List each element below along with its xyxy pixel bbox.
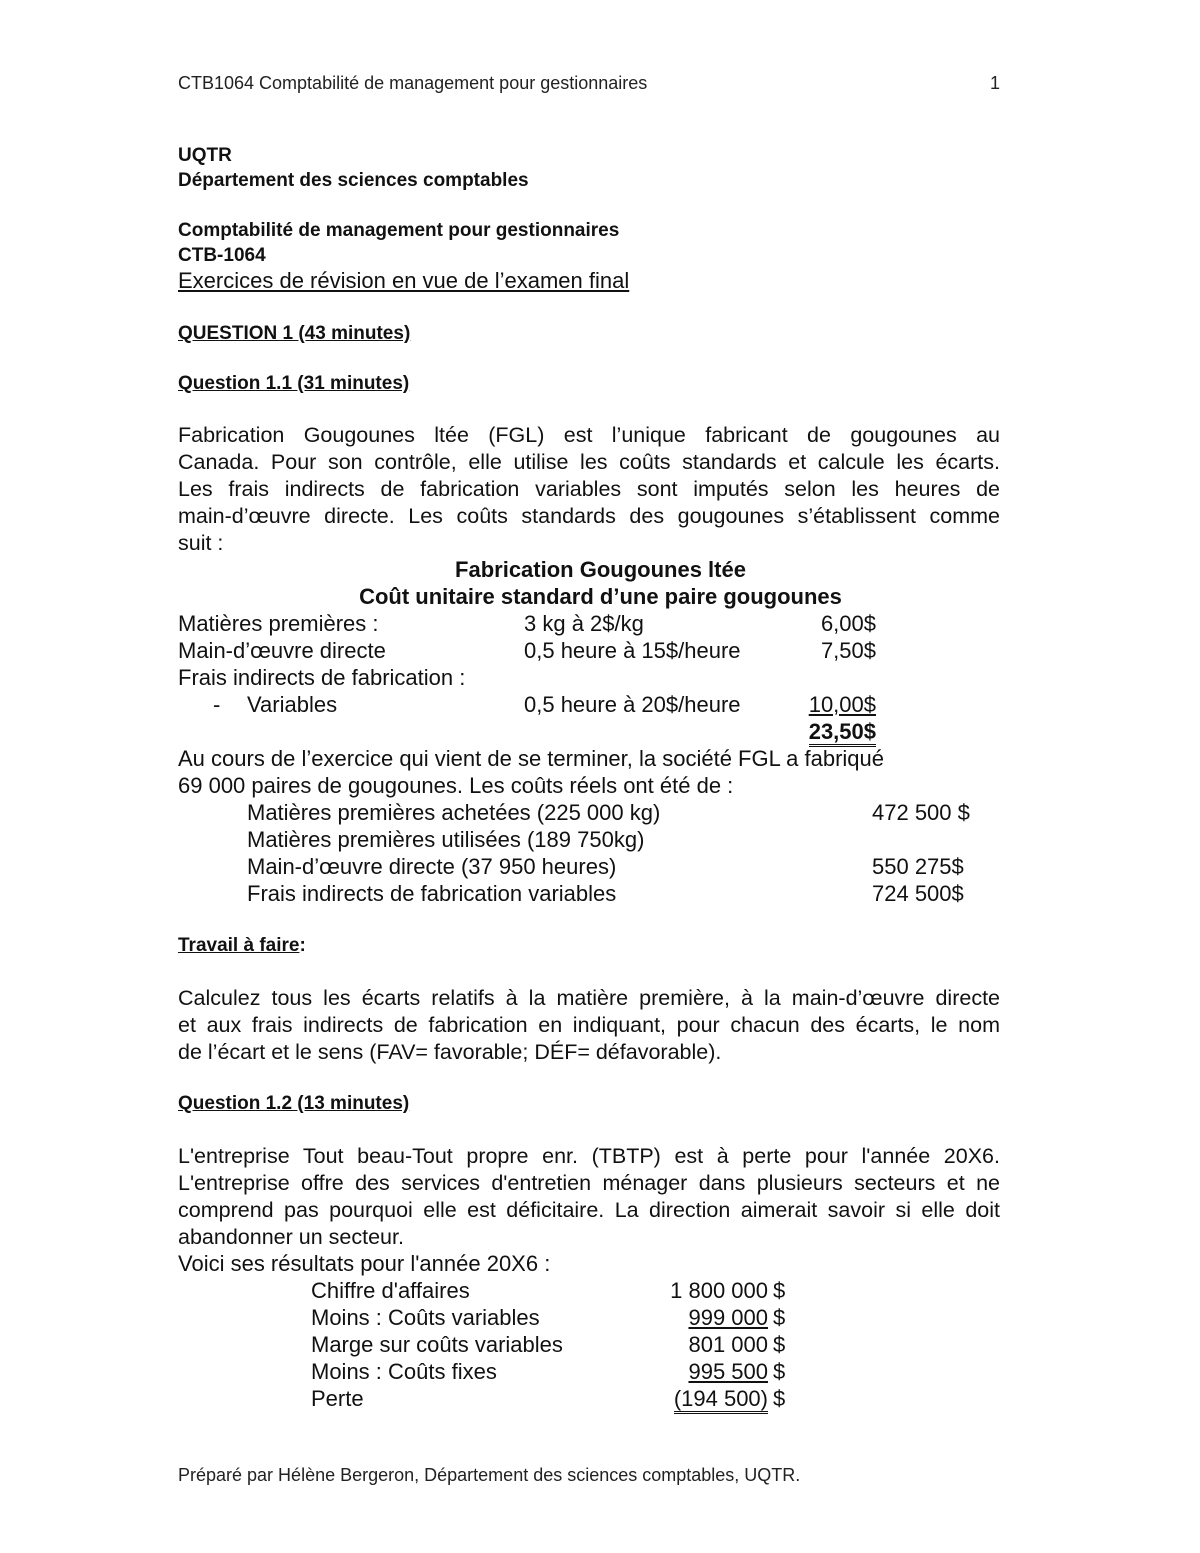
results-amount-value: 999 000 (688, 1305, 768, 1330)
actual-row-label: Matières premières achetées (225 000 kg) (247, 800, 661, 825)
question-1-2-heading: Question 1.2 (13 minutes) (178, 1093, 410, 1114)
question-1-1-paragraph (178, 422, 1000, 557)
std-row-qty: 3 kg à 2$/kg (524, 611, 644, 636)
task-heading-colon: : (299, 935, 306, 956)
department-name: Département des sciences comptables (178, 170, 529, 191)
paragraph-line: Canada. Pour son contrôle, elle utilise les coûts standards et calcule les écarts. (178, 450, 1000, 474)
results-row-label: Chiffre d'affaires (311, 1278, 470, 1303)
std-cost-subtitle: Coût unitaire standard d’une paire gougounes (359, 584, 842, 609)
results-row-currency: $ (773, 1305, 786, 1330)
std-row-label: Variables (247, 692, 338, 717)
footer-credit: Préparé par Hélène Bergeron, Département des sciences comptables, UQTR. (178, 1465, 801, 1485)
paragraph-line: L'entreprise offre des services d'entretien ménager dans plusieurs secteurs et ne (178, 1171, 1000, 1195)
results-intro: Voici ses résultats pour l'année 20X6 : (178, 1251, 551, 1276)
paragraph-line: abandonner un secteur. (178, 1225, 404, 1249)
actual-row-label: Matières premières utilisées (189 750kg) (247, 827, 645, 852)
actual-row-label: Main-d’œuvre directe (37 950 heures) (247, 854, 617, 879)
paragraph-line: main-d’œuvre directe. Les coûts standards des gougounes s’établissent comme (178, 504, 1000, 528)
results-row-label: Moins : Coûts fixes (311, 1359, 497, 1384)
std-row-amount: 6,00$ (820, 611, 876, 636)
page-number: 1 (990, 73, 1001, 93)
results-row-currency: $ (773, 1278, 786, 1303)
results-row-currency: $ (773, 1359, 786, 1384)
std-row-amount: 10,00$ (808, 692, 876, 717)
question-1-1-heading: Question 1.1 (31 minutes) (178, 373, 410, 394)
paragraph-line: et aux frais indirects de fabrication en indiquant, pour chacun des écarts, le nom (178, 1013, 1000, 1037)
paragraph-line: suit : (178, 531, 224, 555)
std-row-label: Main-d’œuvre directe (178, 638, 386, 663)
task-heading-text: Travail à faire (178, 935, 300, 956)
course-code: CTB-1064 (178, 245, 266, 266)
results-row-label: Marge sur coûts variables (311, 1332, 563, 1357)
question-1-2-paragraph (178, 1143, 1000, 1251)
course-title: Comptabilité de management pour gestionnaires (178, 220, 620, 241)
list-dash: - (213, 692, 221, 717)
actual-row-amount: 472 500 $ (872, 800, 970, 825)
std-total (780, 719, 876, 745)
question-1-heading: QUESTION 1 (43 minutes) (178, 323, 411, 344)
task-paragraph (178, 985, 1000, 1066)
task-heading (178, 935, 306, 957)
std-row-qty: 0,5 heure à 20$/heure (524, 692, 741, 717)
results-amount-value: (194 500) (674, 1386, 768, 1414)
running-header: CTB1064 Comptabilité de management pour gestionnaires (178, 73, 648, 93)
paragraph-line: L'entreprise Tout beau-Tout propre enr. (TBTP) est à perte pour l'année 20X6. (178, 1144, 1000, 1168)
actual-intro-line: 69 000 paires de gougounes. Les coûts réels ont été de : (178, 773, 734, 798)
results-row-currency: $ (773, 1332, 786, 1357)
results-amount-value: 995 500 (688, 1359, 768, 1384)
results-row-amount: 1 800 000 (670, 1278, 768, 1303)
actual-intro-line: Au cours de l’exercice qui vient de se terminer, la société FGL a fabriqué (178, 746, 884, 771)
results-row-label: Moins : Coûts variables (311, 1305, 540, 1330)
results-row-amount (600, 1305, 768, 1331)
std-total-value: 23,50$ (809, 719, 876, 747)
results-row-currency: $ (773, 1386, 786, 1411)
std-row-label: Matières premières : (178, 611, 379, 636)
paragraph-line: Calculez tous les écarts relatifs à la matière première, à la main-d’œuvre directe (178, 986, 1000, 1010)
std-row-amount: 7,50$ (820, 638, 876, 663)
university-name: UQTR (178, 145, 232, 166)
paragraph-line: de l’écart et le sens (FAV= favorable; DÉF= défavorable). (178, 1040, 722, 1064)
paragraph-line: Fabrication Gougounes ltée (FGL) est l’unique fabricant de gougounes au (178, 423, 1000, 447)
std-row-qty: 0,5 heure à 15$/heure (524, 638, 741, 663)
std-row-label: Frais indirects de fabrication : (178, 665, 466, 690)
document-subtitle: Exercices de révision en vue de l’examen final (178, 268, 630, 293)
actual-row-amount: 724 500$ (872, 881, 964, 906)
std-cost-title: Fabrication Gougounes ltée (455, 557, 746, 582)
paragraph-line: Les frais indirects de fabrication variables sont imputés selon les heures de (178, 477, 1000, 501)
results-row-label: Perte (311, 1386, 364, 1411)
actual-row-amount: 550 275$ (872, 854, 964, 879)
results-row-amount (600, 1386, 768, 1412)
results-row-amount: 801 000 (688, 1332, 768, 1357)
actual-row-label: Frais indirects de fabrication variables (247, 881, 617, 906)
paragraph-line: comprend pas pourquoi elle est déficitaire. La direction aimerait savoir si elle doit (178, 1198, 1000, 1222)
results-row-amount (600, 1359, 768, 1385)
